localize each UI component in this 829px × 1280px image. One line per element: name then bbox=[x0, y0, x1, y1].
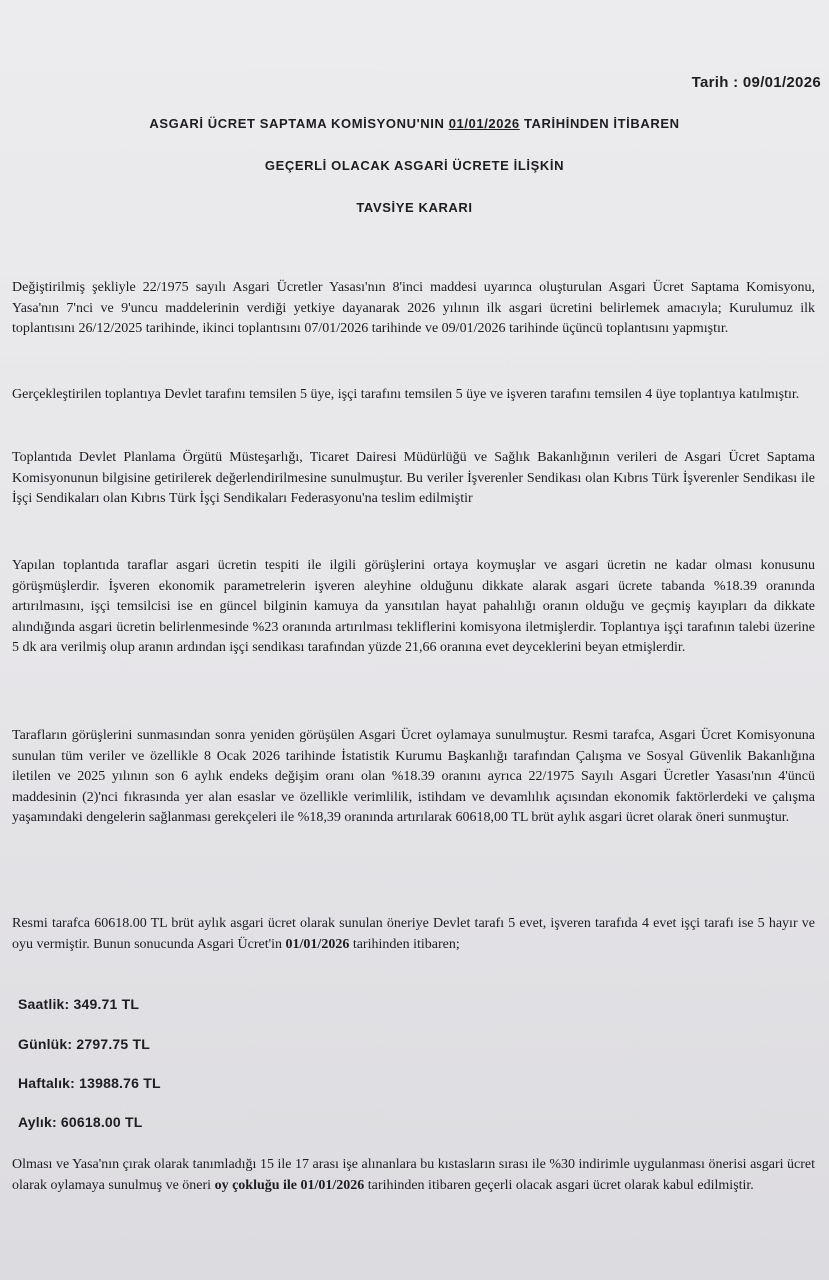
paragraph-attendance: Gerçekleştirilen toplantıya Devlet tarafını temsilen 5 üye, işçi tarafını temsilen 5 üye ve işveren tarafını temsilen 4 üye toplantıya katılmıştır. bbox=[12, 387, 800, 402]
conclusion-text: Olması ve Yasa'nın çırak olarak tanımladığı 15 ile 17 arası işe alınanlara bu kıstasların sırası ile %30 indirimle uygulanması önerisi asgari ücret olarak oylamaya sunulmuş ve öneri bbox=[12, 1157, 815, 1193]
title-line-1-prefix: ASGARİ ÜCRET SAPTAMA KOMİSYONU'NIN bbox=[149, 116, 449, 131]
wage-daily: Günlük: 2797.75 TL bbox=[18, 1036, 150, 1052]
title-line-2: GEÇERLİ OLACAK ASGARİ ÜCRETE İLİŞKİN bbox=[264, 158, 565, 173]
vote-text-end: tarihinden itibaren; bbox=[349, 936, 460, 952]
paragraph-negotiation: Yapılan toplantıda taraflar asgari ücretin tespiti ile ilgili görüşlerini ortaya koymuşlar ve asgari ücretin ne kadar olması konusunu görüşmüşlerdir. İşveren ekonomik parametrelerin işveren aleyhine olduğunu dikkate alarak asgari ücrete tabanda %18.39 oranında artırılmasını, işçi temsilcisi ise en güncel bilginin kamuya da yansıtılan hayat pahalılığı oranın olduğu ve geçmiş kayıpları da dikkate alındığında asgari ücretin belirlenmesinde %23 oranında artırılması tekliflerini komisyona iletmişlerdir. Toplantıya işçi tarafının talebi üzerine 5 dk ara verilmiş olup aranın ardından işçi sendikası tarafından yüzde 21,66 oranına evet deyceklerini beyan etmişlerdir. bbox=[12, 558, 815, 656]
document-date: Tarih : 09/01/2026 bbox=[691, 74, 821, 91]
title-line-1 bbox=[0, 116, 829, 131]
vote-effective-date: 01/01/2026 bbox=[285, 936, 350, 952]
paragraph-vote bbox=[12, 914, 815, 955]
wage-weekly: Haftalık: 13988.76 TL bbox=[18, 1075, 161, 1091]
title-effective-date: 01/01/2026 bbox=[448, 116, 520, 131]
title-line-1-suffix: TARİHİNDEN İTİBAREN bbox=[519, 116, 680, 131]
vote-text: Resmi tarafca 60618.00 TL brüt aylık asgari ücret olarak sunulan öneriye Devlet tarafı 5 evet, işveren tarafıda 4 evet işçi tarafı ise 5 hayır ve oyu vermiştir. Bunun sonucunda Asgari Ücret'in bbox=[12, 916, 815, 952]
wage-monthly: Aylık: 60618.00 TL bbox=[18, 1114, 143, 1130]
paragraph-data-sources: Toplantıda Devlet Planlama Örgütü Müsteşarlığı, Ticaret Dairesi Müdürlüğü ve Sağlık Bakanlığının verileri de Asgari Ücret Saptama Komisyonunun bilgisine getirilerek değerlendirilmesine sunulmuştur. Bu veriler İşverenler Sendikası olan Kıbrıs Türk İşverenler Sendikası ile İşçi Sendikaları olan Kıbrıs Türk İşçi Sendikaları Federasyonu'na teslim edilmiştir bbox=[12, 450, 815, 507]
conclusion-majority: oy çokluğu ile 01/01/2026 bbox=[214, 1177, 365, 1193]
paragraph-conclusion bbox=[12, 1155, 815, 1196]
paragraph-official-proposal: Tarafların görüşlerini sunmasından sonra yeniden görüşülen Asgari Ücret oylamaya sunulmuştur. Resmi tarafca, Asgari Ücret Komisyonuna sunulan tüm veriler ve özellikle 8 Ocak 2026 tarihinde İstatistik Kurumu Başkanlığı tarafından Çalışma ve Sosyal Güvenlik Bakanlığına iletilen ve 2025 yılının son 6 aylık endeks değişim oranı olan %18.39 oranını ayrıca 22/1975 Sayılı Asgari Ücretler Yasası'nın 4'üncü maddesinin (2)'nci fıkrasında yer alan esaslar ve özellikle verimlilik, istihdam ve devamlılık açısından ekonomik faktörlerdeki ve çalışma yaşamındaki dengelerin sağlanması gerekçeleri ile %18,39 oranında artırılarak 60618,00 TL brüt aylık asgari ücret olarak öneri sunmuştur. bbox=[12, 728, 815, 826]
conclusion-text-end: tarihinden itibaren geçerli olacak asgari ücret olarak kabul edilmiştir. bbox=[364, 1177, 754, 1193]
paragraph-meetings: Değiştirilmiş şekliyle 22/1975 sayılı Asgari Ücretler Yasası'nın 8'inci maddesi uyarınca oluşturulan Asgari Ücret Saptama Komisyonu, Yasa'nın 7'nci ve 9'uncu maddelerinin verdiği yetkiye dayanarak 2026 yılının ilk asgari ücretini belirlemek amacıyla; Kurulumuz ilk toplantısını 26/12/2025 tarihinde, ikinci toplantısını 07/01/2026 tarihinde ve 09/01/2026 tarihinde üçüncü toplantısını yapmıştır. bbox=[12, 280, 815, 337]
title-line-3: TAVSİYE KARARI bbox=[356, 200, 473, 215]
wage-hourly: Saatlik: 349.71 TL bbox=[18, 996, 140, 1012]
